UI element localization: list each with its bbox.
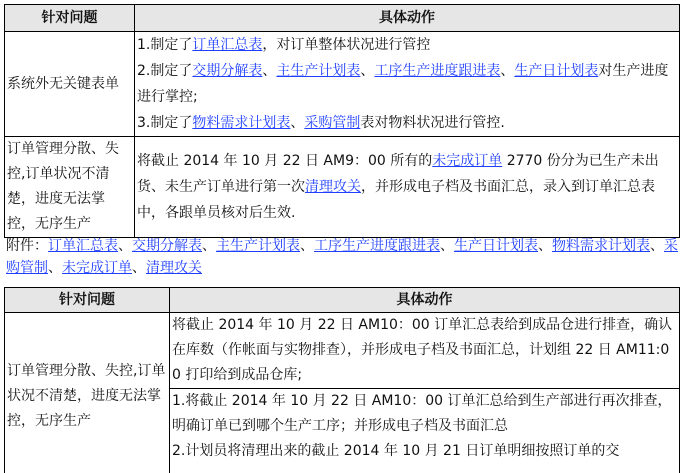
issue-cell: [5, 313, 170, 473]
action-cell: [170, 389, 680, 473]
annex-link[interactable]: 主生产计划表: [216, 238, 300, 254]
action-text: 3.制定了: [137, 115, 193, 131]
link-daily-plan[interactable]: 生产日计划表: [514, 63, 599, 79]
issue-text: 系统外无关键表单: [7, 76, 119, 92]
separator: 、: [538, 238, 552, 254]
separator: 、: [48, 260, 62, 276]
measures-table-2: [4, 287, 680, 473]
annex-link[interactable]: 订单汇总表: [48, 238, 118, 254]
action-text: 对生产进度进行掌控;: [137, 63, 669, 105]
annex-link[interactable]: 工序生产进度跟进表: [314, 238, 440, 254]
separator: 、: [290, 115, 305, 131]
annex-link[interactable]: 清理攻关: [146, 260, 202, 276]
issue-text: 订单管理分散、失控,订单状况不清楚，进度无法掌控，无序生产: [7, 141, 119, 232]
separator: 、: [132, 260, 146, 276]
separator: 、: [440, 238, 454, 254]
separator: 、: [202, 238, 216, 254]
header-action: 具体动作: [170, 288, 680, 313]
header-issue: 针对问题: [5, 5, 135, 32]
annex-link[interactable]: 未完成订单: [62, 260, 132, 276]
action-text: 2.制定了: [137, 63, 193, 79]
link-master-plan[interactable]: 主生产计划表: [276, 63, 361, 79]
action-cell: [170, 313, 680, 389]
issue-cell: [5, 32, 135, 137]
header-issue: 针对问题: [5, 288, 170, 313]
action-cell: [135, 137, 680, 238]
annex-link[interactable]: 交期分解表: [132, 238, 202, 254]
action-text: 将截止 2014 年 10 月 22 日 AM10：00 订单汇总表给到成品仓进行排查，确认在库数（作帐面与实物排查），并形成电子档及书面汇总，计划组 22 日 AM11:00 打印给到成品仓库;: [172, 317, 673, 383]
link-delivery-breakdown[interactable]: 交期分解表: [192, 63, 263, 79]
measures-table-1: [4, 4, 680, 238]
attachments-label: 附件：: [6, 238, 48, 254]
header-action: 具体动作: [135, 5, 680, 32]
link-process-progress[interactable]: 工序生产进度跟进表: [374, 63, 501, 79]
issue-cell: [5, 137, 135, 238]
link-unfinished-orders[interactable]: 未完成订单: [432, 153, 503, 169]
action-text: 2.计划员将清理出来的截止 2014 年 10 月 21 日订单明细按照订单的交: [172, 443, 620, 459]
issue-text: 订单管理分散、失控,订单状况不清楚，进度无法掌控，无序生产: [7, 362, 166, 429]
attachments-line: [6, 235, 678, 279]
annex-link[interactable]: 生产日计划表: [454, 238, 538, 254]
action-text: ，并形成电子档及书面汇总，录入到订单汇总表中，各跟单员核对后生效.: [137, 179, 655, 221]
separator: 、: [360, 63, 375, 79]
action-text: 表对物料状况进行管控.: [360, 115, 505, 131]
separator: 、: [118, 238, 132, 254]
annex-link[interactable]: 物料需求计划表: [552, 238, 650, 254]
link-material-plan[interactable]: 物料需求计划表: [192, 115, 291, 131]
action-text: 将截止 2014 年 10 月 22 日 AM9：00 所有的: [137, 153, 433, 169]
link-purchase-control[interactable]: 采购管制: [304, 115, 361, 131]
separator: 、: [300, 238, 314, 254]
separator: 、: [650, 238, 664, 254]
link-cleanup[interactable]: 清理攻关: [305, 179, 361, 195]
link-order-summary[interactable]: 订单汇总表: [192, 37, 263, 53]
action-text: 1.制定了: [137, 37, 193, 53]
action-text: 1.将截止 2014 年 10 月 22 日 AM10：00 订单汇总给到生产部进行再次排查，明确订单已到哪个生产工序；并形成电子档及书面汇总: [172, 393, 672, 434]
action-text: 2770 份分为已生产未出货、未生产订单进行第一次: [137, 153, 659, 195]
action-text: ，对订单整体状况进行管控: [262, 37, 431, 53]
action-cell: [135, 32, 680, 137]
separator: 、: [262, 63, 277, 79]
annex-link[interactable]: 采购管制: [6, 238, 678, 276]
separator: 、: [500, 63, 515, 79]
